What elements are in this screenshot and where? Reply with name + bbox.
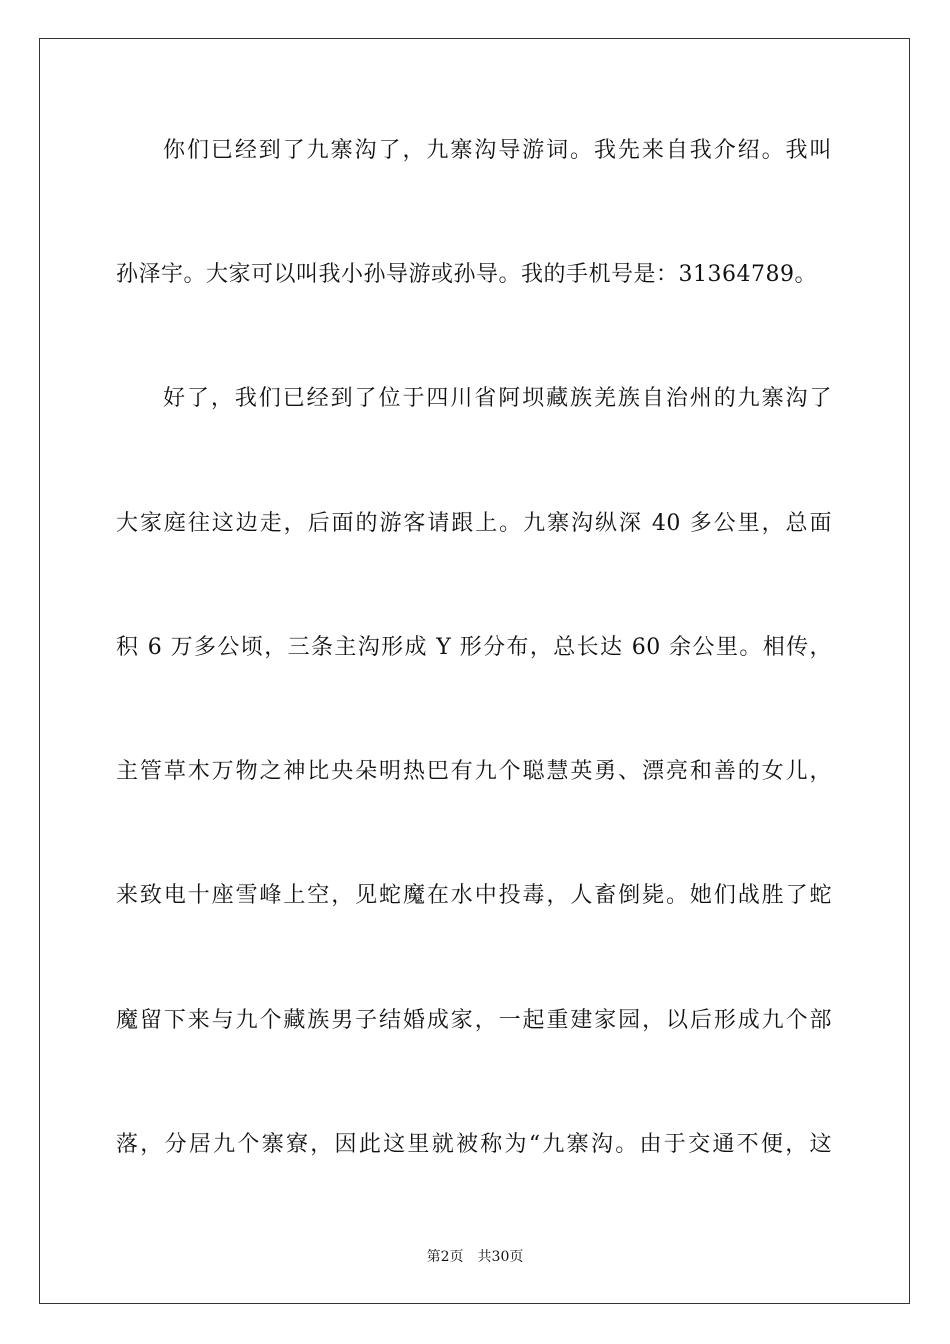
page-number: 第2页: [426, 1249, 464, 1265]
paragraph-line: 魔留下来与九个藏族男子结婚成家，一起重建家园，以后形成九个部: [116, 1008, 832, 1033]
page-footer: [0, 1248, 950, 1266]
paragraph-line: 主管草木万物之神比央朵明热巴有九个聪慧英勇、漂亮和善的女儿，: [116, 759, 832, 784]
page-total: 共30页: [477, 1249, 524, 1265]
page-border: [39, 38, 910, 1304]
paragraph-line: 来致电十座雪峰上空，见蛇魔在水中投毒，人畜倒毙。她们战胜了蛇: [116, 883, 832, 908]
paragraph-line: 落，分居九个寨寮，因此这里就被称为“九寨沟。由于交通不便，这: [116, 1132, 832, 1157]
paragraph-line: 积 6 万多公顷，三条主沟形成 Y 形分布，总长达 60 余公里。相传，: [116, 635, 832, 660]
paragraph-line: 大家庭往这边走，后面的游客请跟上。九寨沟纵深 40 多公里，总面: [116, 511, 832, 536]
paragraph-line: 好了，我们已经到了位于四川省阿坝藏族羌族自治州的九寨沟了: [163, 386, 832, 411]
paragraph-line: 你们已经到了九寨沟了，九寨沟导游词。我先来自我介绍。我叫: [163, 138, 832, 163]
paragraph-line: 孙泽宇。大家可以叫我小孙导游或孙导。我的手机号是：31364789。: [116, 262, 817, 287]
